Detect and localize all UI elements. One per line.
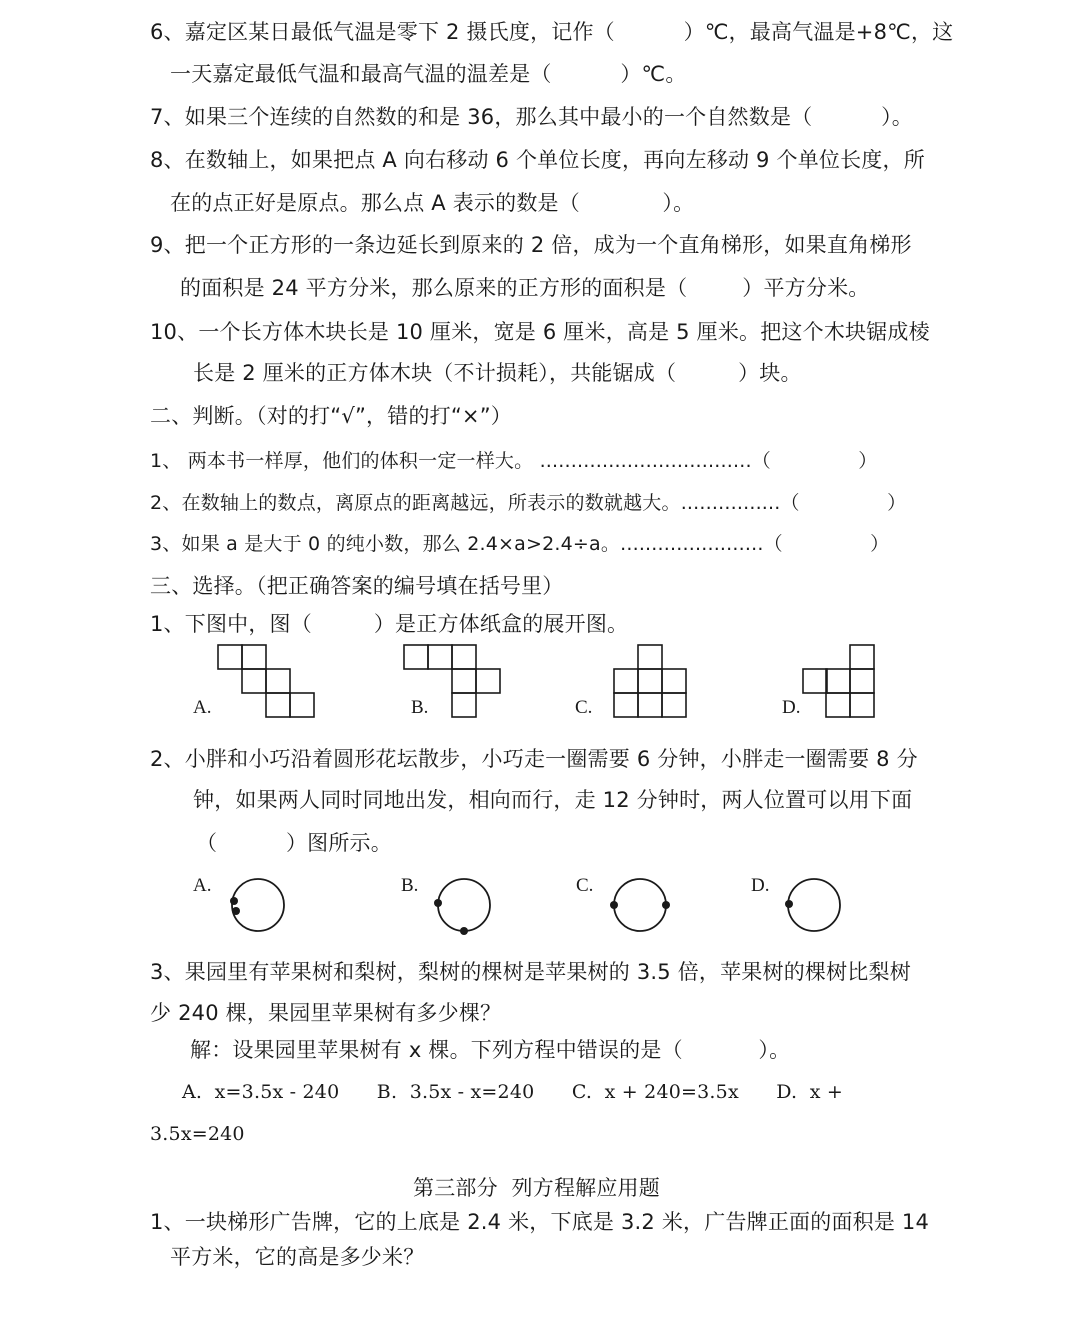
choice-2-line-3: （ ）图所示。: [196, 831, 392, 855]
question-6-line-2: 一天嘉定最低气温和最高气温的温差是（ ）℃。: [170, 62, 687, 86]
circle-d-dot: [785, 900, 793, 908]
circle-a: [232, 879, 284, 931]
circle-label-c: C.: [576, 875, 594, 896]
question-6-line-1: 6、嘉定区某日最低气温是零下 2 摄氏度，记作（ ）℃，最高气温是+8℃，这: [150, 20, 954, 44]
question-10-line-2: 长是 2 厘米的正方体木块（不计损耗），共能锯成（ ）块。: [193, 361, 802, 385]
question-8-line-2: 在的点正好是原点。那么点 A 表示的数是（ ）。: [170, 191, 695, 215]
circle-d: [788, 879, 840, 931]
circle-b: [438, 879, 490, 931]
part-3-title: 第三部分 列方程解应用题: [413, 1176, 660, 1200]
question-7: 7、如果三个连续的自然数的和是 36，那么其中最小的一个自然数是（ ）。: [150, 105, 914, 129]
question-8-line-1: 8、在数轴上，如果把点 A 向右移动 6 个单位长度，再向左移动 9 个单位长度，所: [150, 148, 925, 172]
section-3-heading: 三、选择。（把正确答案的编号填在括号里）: [150, 574, 564, 598]
problem-1-line-2: 平方米，它的高是多少米？: [170, 1245, 425, 1269]
net-label-d: D.: [782, 697, 801, 718]
choice-3-line-1: 3、果园里有苹果树和梨树，梨树的棵树是苹果树的 3.5 倍，苹果树的棵树比梨树: [150, 960, 911, 984]
choice-2-line-1: 2、小胖和小巧沿着圆形花坛散步，小巧走一圈需要 6 分钟，小胖走一圈需要 8 分: [150, 747, 918, 771]
circle-c: [614, 879, 666, 931]
problem-1-line-1: 1、一块梯形广告牌，它的上底是 2.4 米，下底是 3.2 米，广告牌正面的面积是 14: [150, 1210, 930, 1234]
circle-b-dot-bottom: [460, 927, 468, 935]
judge-2: 2、在数轴上的数点，离原点的距离越远，所表示的数就越大。................（ ）: [150, 492, 907, 514]
question-9-line-2: 的面积是 24 平方分米，那么原来的正方形的面积是（ ）平方分米。: [180, 276, 870, 300]
question-9-line-1: 9、把一个正方形的一条边延长到原来的 2 倍，成为一个直角梯形，如果直角梯形: [150, 233, 912, 257]
circle-a-dot-2: [232, 907, 240, 915]
choice-2-line-2: 钟，如果两人同时同地出发，相向而行，走 12 分钟时，两人位置可以用下面: [193, 788, 913, 812]
choice-3-options: A. x=3.5x - 240 B. 3.5x - x=240 C. x + 240=3.5x D. x +: [182, 1081, 844, 1103]
circle-c-dot-right: [662, 901, 670, 909]
circle-b-dot-left: [434, 899, 442, 907]
question-10-line-1: 10、一个长方体木块长是 10 厘米，宽是 6 厘米，高是 5 厘米。把这个木块锯成棱: [150, 320, 930, 344]
net-label-c: C.: [575, 697, 593, 718]
choice-3-line-2: 少 240 棵，果园里苹果树有多少棵？: [150, 1001, 502, 1025]
circle-a-dot-1: [230, 897, 238, 905]
circle-label-b: B.: [401, 875, 419, 896]
judge-1: 1、 两本书一样厚，他们的体积一定一样大。 ..................................（ ）: [150, 450, 878, 472]
section-2-heading: 二、判断。（对的打“√”，错的打“×”）: [150, 404, 512, 428]
choice-1: 1、下图中，图（ ）是正方体纸盒的展开图。: [150, 612, 629, 636]
circle-c-dot-left: [610, 901, 618, 909]
circle-label-a: A.: [193, 875, 212, 896]
judge-3: 3、如果 a 是大于 0 的纯小数，那么 2.4×a>2.4÷a。.......................（ ）: [150, 533, 890, 555]
circle-label-d: D.: [751, 875, 770, 896]
net-label-a: A.: [193, 697, 212, 718]
choice-3-option-d-cont: 3.5x=240: [150, 1123, 245, 1145]
choice-3-solution: 解：设果园里苹果树有 x 棵。下列方程中错误的是（ ）。: [190, 1038, 791, 1062]
net-label-b: B.: [411, 697, 429, 718]
